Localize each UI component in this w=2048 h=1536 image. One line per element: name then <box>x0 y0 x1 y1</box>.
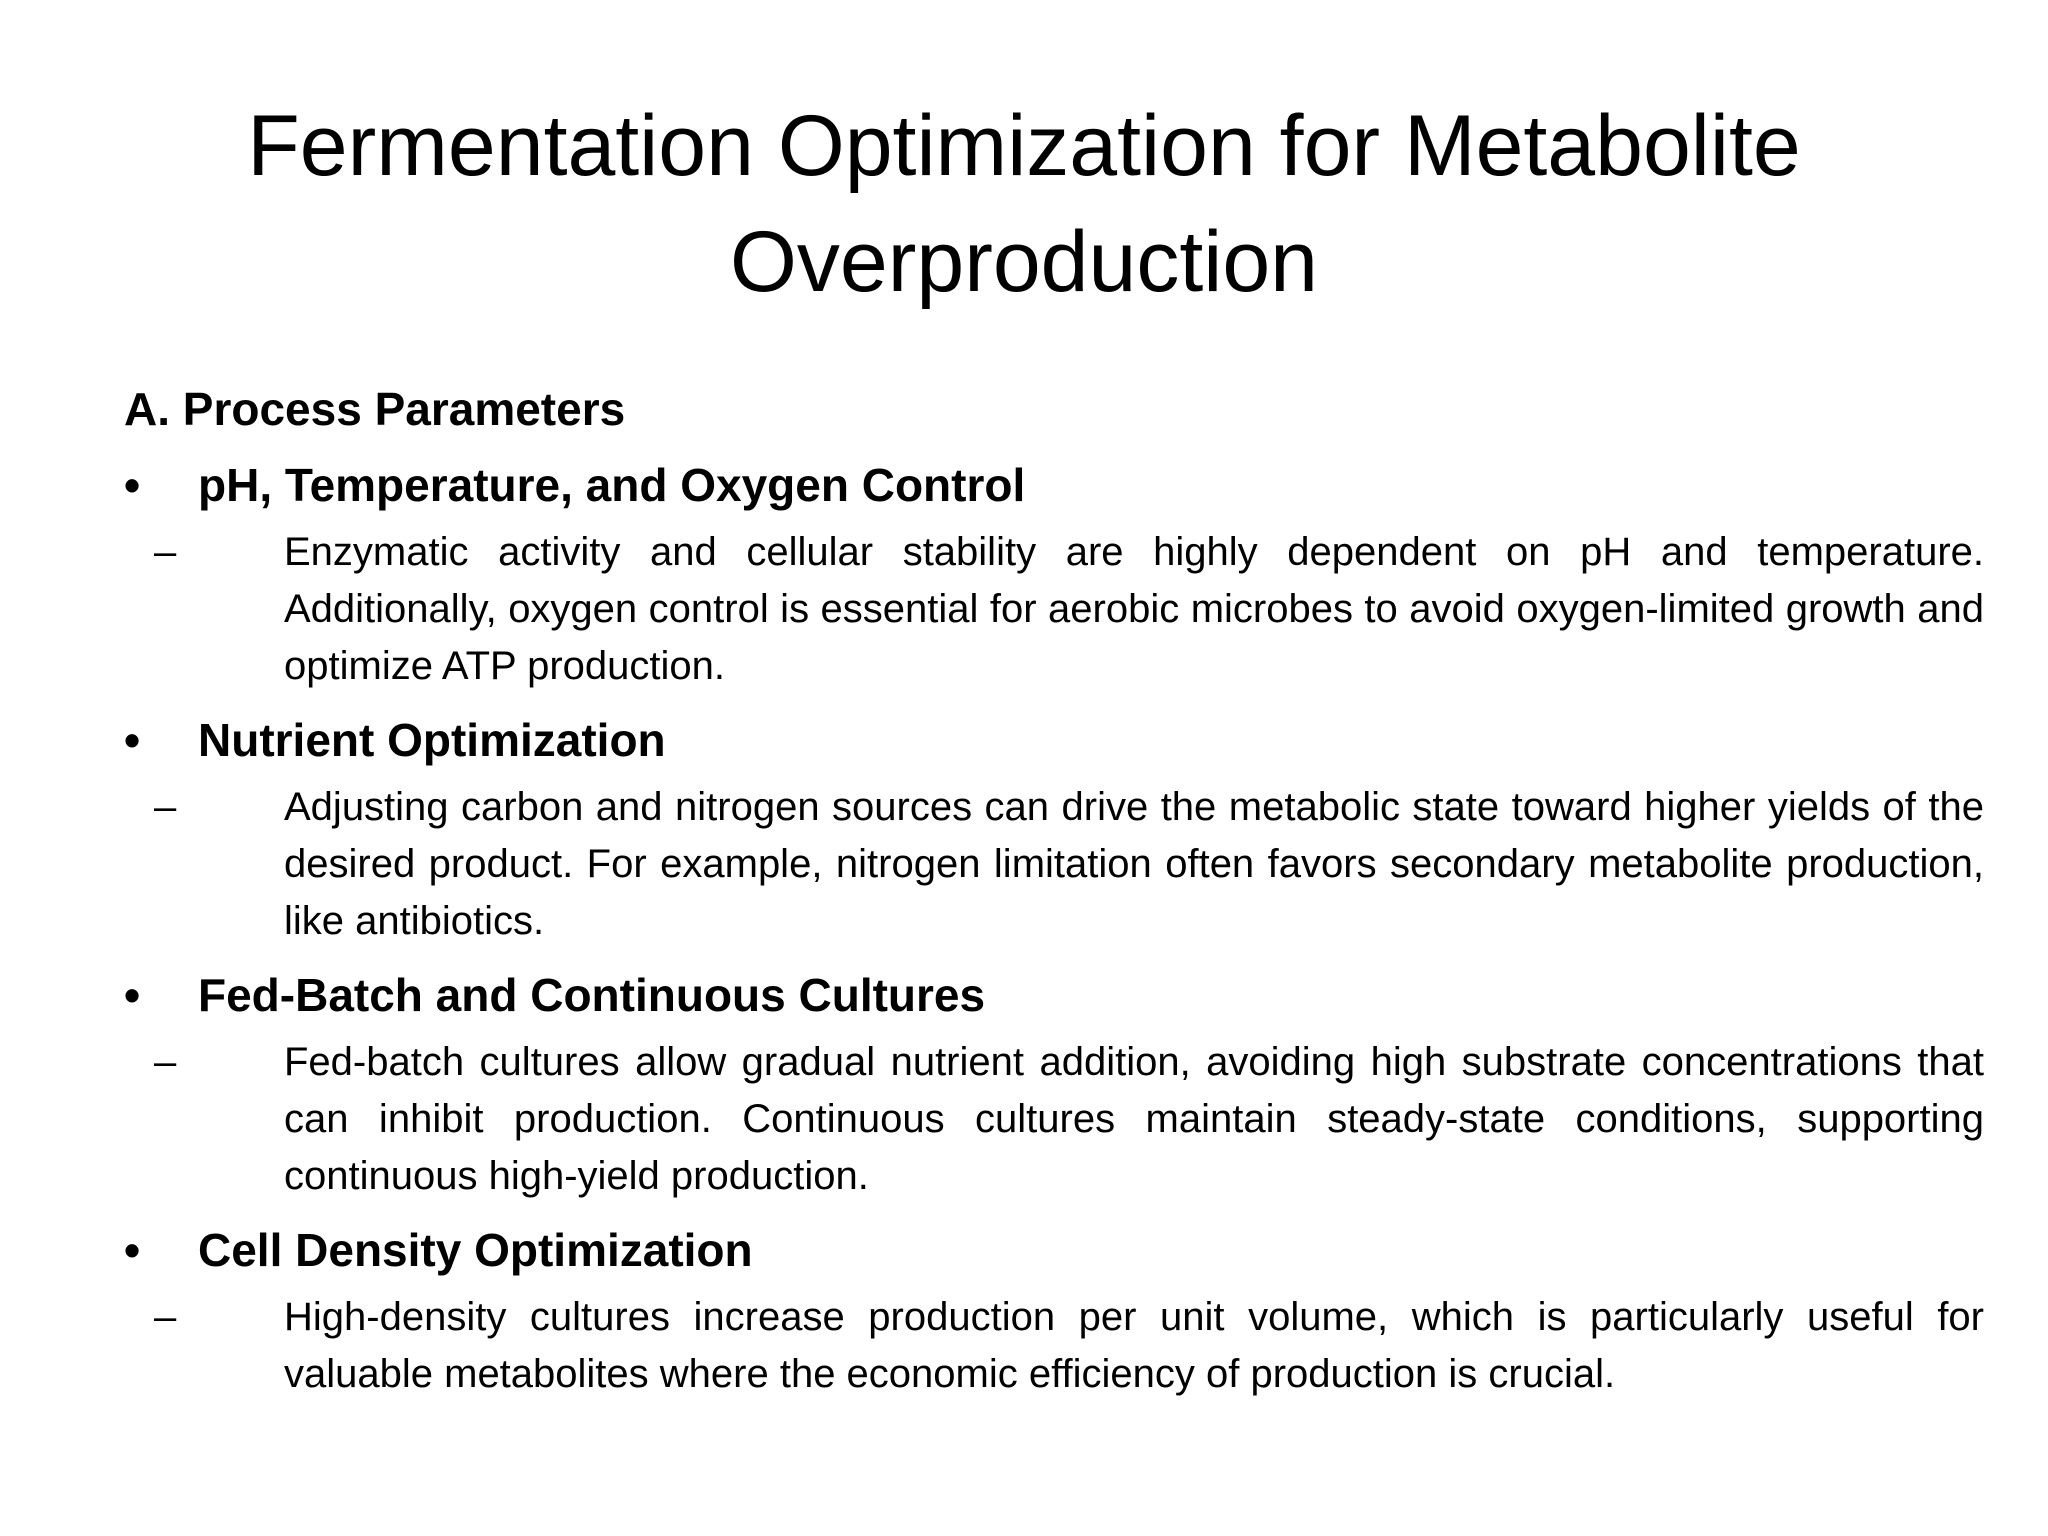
dash-marker: – <box>154 530 177 574</box>
sub-item-text: Enzymatic activity and cellular stability are highly dependent on pH and temperature. Additionally, oxygen control is essential for aerobic microbes to avoid oxygen-limited growth and optimize ATP production. <box>284 530 1984 688</box>
sub-item <box>124 524 1984 695</box>
slide-content <box>124 378 1984 1417</box>
bullet-marker: • <box>124 1224 141 1276</box>
bullet-item <box>124 1219 1984 1281</box>
sub-item-text: Fed-batch cultures allow gradual nutrient addition, avoiding high substrate concentrations that can inhibit production. Continuous cultures maintain steady-state conditions, supporting continuous high-yield production. <box>284 1040 1984 1198</box>
bullet-item <box>124 709 1984 771</box>
sub-item-text: High-density cultures increase production per unit volume, which is particularly useful for valuable metabolites where the economic efficiency of production is crucial. <box>284 1295 1984 1396</box>
bullet-heading: Fed-Batch and Continuous Cultures <box>198 969 986 1021</box>
sub-item <box>124 1034 1984 1205</box>
bullet-marker: • <box>124 969 141 1021</box>
bullet-heading: Cell Density Optimization <box>198 1224 753 1276</box>
bullet-marker: • <box>124 459 141 511</box>
dash-marker: – <box>154 785 177 829</box>
dash-marker: – <box>154 1295 177 1339</box>
bullet-heading: Nutrient Optimization <box>198 714 666 766</box>
slide-title: Fermentation Optimization for Metabolite Overproduction <box>247 98 1801 310</box>
sub-item <box>124 1289 1984 1403</box>
sub-item-text: Adjusting carbon and nitrogen sources can drive the metabolic state toward higher yields of the desired product. For example, nitrogen limitation often favors secondary metabolite production, like antibiotics. <box>284 785 1984 943</box>
sub-item <box>124 779 1984 950</box>
bullet-item <box>124 454 1984 516</box>
dash-marker: – <box>154 1040 177 1084</box>
bullet-heading: pH, Temperature, and Oxygen Control <box>198 459 1026 511</box>
bullet-item <box>124 964 1984 1026</box>
bullet-marker: • <box>124 714 141 766</box>
section-heading: A. Process Parameters <box>124 383 626 435</box>
